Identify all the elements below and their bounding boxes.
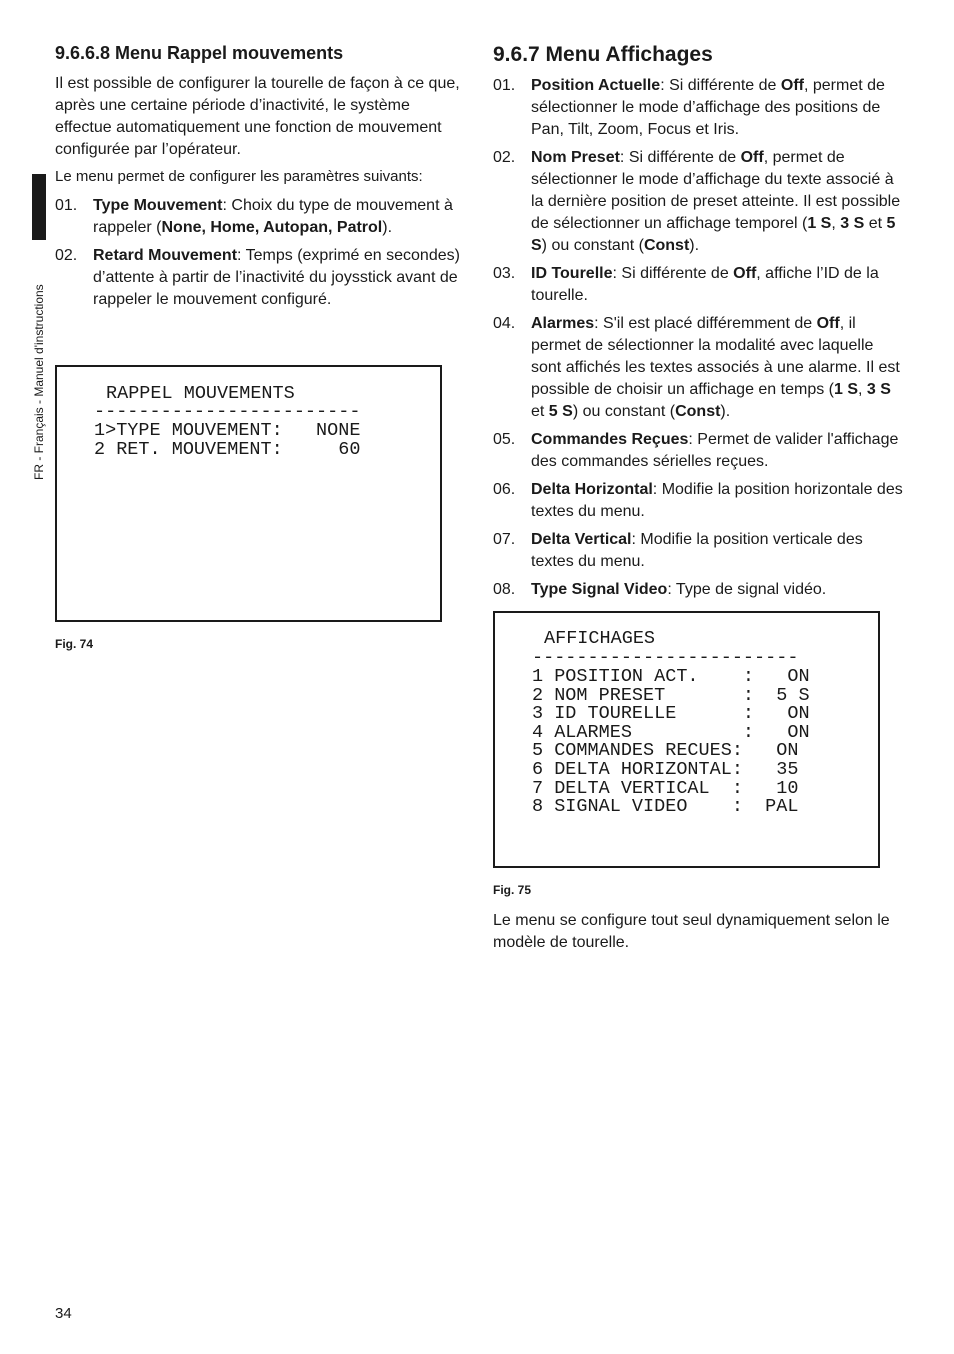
page-number: 34 [55,1305,72,1322]
list-item: 01. Position Actuelle: Si différente de Off, permet de sélectionner le mode d’affichage des positions de Pan, Tilt, Zoom, Focus et Iris. [493,77,885,138]
affichages-list [493,75,905,601]
left-column [55,42,465,317]
intro-paragraph: Il est possible de configurer la tourelle de façon à ce que, après une certaine période d’inactivité, le système effectue automatiquement une fonction de mouvement configurée par l’opérateur. [55,75,460,158]
sidebar-label: FR - Français - Manuel d'instructions [32,284,46,480]
osd-rule: ------------------------ [532,647,799,668]
list-item: 07. Delta Vertical: Modifie la position verticale des textes du menu. [493,531,863,570]
osd-row: 6 DELTA HORIZONTAL: 35 [532,759,799,780]
list-item: 03. ID Tourelle: Si différente de Off, affiche l’ID de la tourelle. [493,265,879,304]
list-item: 08. Type Signal Video: Type de signal vidéo. [493,581,827,598]
osd-row: 2 RET. MOUVEMENT: 60 [94,439,361,460]
list-item: 06. Delta Horizontal: Modifie la position horizontale des textes du menu. [493,481,903,520]
right-column [493,42,905,607]
osd-row: 8 SIGNAL VIDEO : PAL [532,796,799,818]
osd-screen-affichages [493,611,880,868]
osd-rule: ------------------------ [94,401,361,422]
list-item: 02. Nom Preset: Si différente de Off, permet de sélectionner le mode d’affichage du texte associé à la dernière position de preset atteinte. Il est possible de sélectionner un affichage temporel (1 S, 3 S et 5 S) ou constant (Const). [493,149,901,254]
closing-paragraph: Le menu se configure tout seul dynamiquement selon le modèle de tourelle. [493,912,890,951]
osd-row: 2 NOM PRESET : 5 S [532,684,810,706]
section-heading-affichages: 9.6.7 Menu Affichages [493,43,713,66]
list-item: 02. Retard Mouvement: Temps (exprimé en secondes) d’attente à partir de l’inactivité du joysstick avant de rappeler le mouvement configuré. [55,247,460,308]
osd-row: 7 DELTA VERTICAL : 10 [532,777,799,799]
rappel-list [55,195,465,311]
osd-row: 5 COMMANDES RECUES: ON [532,740,799,762]
osd-row: 3 ID TOURELLE : ON [532,703,810,725]
osd-row: 1 POSITION ACT. : ON [532,666,810,687]
figure-caption-75: Fig. 75 [493,883,532,897]
sidebar-marker [32,174,46,240]
section-heading-rappel: 9.6.6.8 Menu Rappel mouvements [55,43,344,63]
osd-row: 4 ALARMES : ON [532,721,810,743]
params-intro: Le menu permet de configurer les paramètres suivants: [55,168,423,185]
list-item: 05. Commandes Reçues: Permet de valider l'affichage des commandes sérielles reçues. [493,431,899,470]
osd-title: RAPPEL MOUVEMENTS [106,383,295,404]
figure-caption-74: Fig. 74 [55,637,94,651]
osd-title: AFFICHAGES [544,628,656,649]
osd-screen-rappel [55,365,442,622]
osd-row: 1>TYPE MOUVEMENT: NONE [94,420,361,441]
list-item: 04. Alarmes: S'il est placé différemment de Off, il permet de sélectionner la modalité avec laquelle sont affichés les textes associés à une alarme. Il est possible de choisir un affichage en temps (1 S, 3 S et 5 S) ou constant (Const). [493,315,900,420]
list-item: 01. Type Mouvement: Choix du type de mouvement à rappeler (None, Home, Autopan, Patrol). [55,197,453,236]
